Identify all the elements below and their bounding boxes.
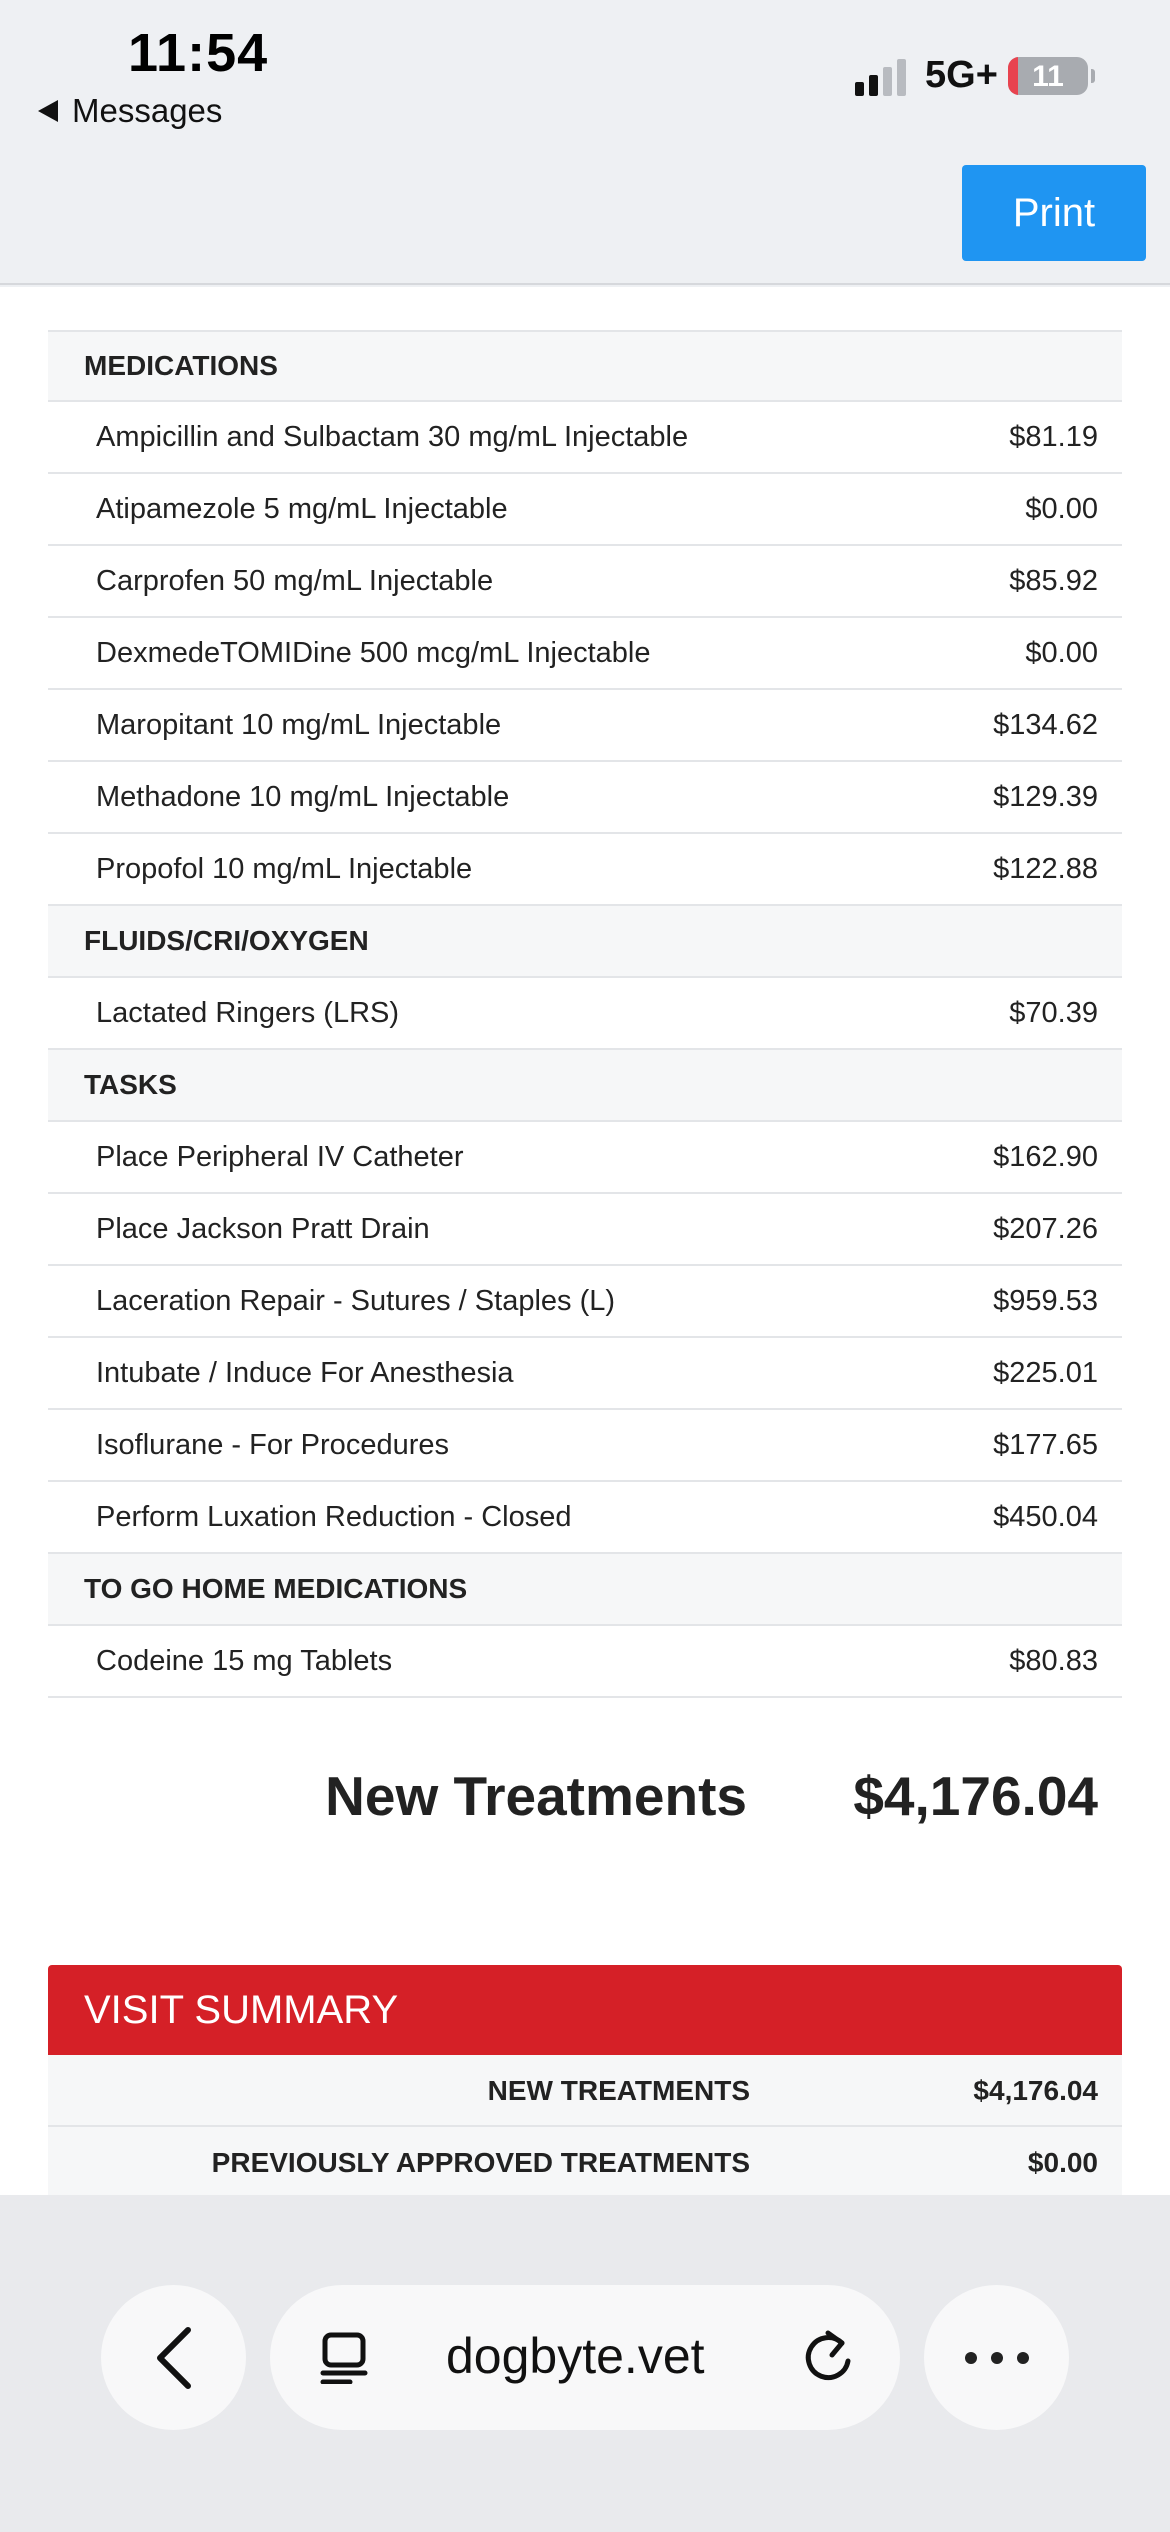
section-header: FLUIDS/CRI/OXYGEN xyxy=(48,906,1122,978)
line-item xyxy=(48,978,1122,1050)
visit-summary xyxy=(48,1965,1122,2199)
section-header: TO GO HOME MEDICATIONS xyxy=(48,1554,1122,1626)
item-name: Propofol 10 mg/mL Injectable xyxy=(96,852,473,885)
network-type: 5G+ xyxy=(925,54,998,96)
new-treatments-total xyxy=(0,1764,1170,1844)
line-item xyxy=(48,402,1122,474)
item-name: Place Peripheral IV Catheter xyxy=(96,1140,464,1173)
url-text: dogbyte.vet xyxy=(446,2328,705,2384)
summary-label: NEW TREATMENTS xyxy=(487,2075,750,2106)
back-label: Messages xyxy=(72,92,223,129)
section-header: TASKS xyxy=(48,1050,1122,1122)
line-item xyxy=(48,1626,1122,1698)
status-time: 11:54 xyxy=(128,23,269,83)
line-item xyxy=(48,1410,1122,1482)
item-price: $0.00 xyxy=(1025,492,1098,525)
tabs-icon[interactable] xyxy=(320,2332,368,2384)
total-label: New Treatments xyxy=(325,1765,747,1827)
item-name: DexmedeTOMIDine 500 mcg/mL Injectable xyxy=(96,636,651,669)
item-price: $85.92 xyxy=(1009,564,1098,597)
line-item xyxy=(48,1122,1122,1194)
item-price: $80.83 xyxy=(1009,1644,1098,1677)
item-price: $177.65 xyxy=(993,1428,1098,1461)
line-item xyxy=(48,1482,1122,1554)
item-name: Perform Luxation Reduction - Closed xyxy=(96,1500,572,1533)
line-item xyxy=(48,474,1122,546)
battery-level: 11 xyxy=(1032,60,1064,93)
item-name: Ampicillin and Sulbactam 30 mg/mL Injectable xyxy=(96,420,689,453)
browser-toolbar xyxy=(0,2195,1170,2532)
line-item xyxy=(48,690,1122,762)
summary-row xyxy=(48,2055,1122,2127)
item-price: $225.01 xyxy=(993,1356,1098,1389)
item-name: Place Jackson Pratt Drain xyxy=(96,1212,430,1245)
line-item xyxy=(48,618,1122,690)
item-price: $207.26 xyxy=(993,1212,1098,1245)
back-triangle-icon xyxy=(38,100,58,122)
line-item xyxy=(48,1194,1122,1266)
battery-icon xyxy=(1008,57,1088,95)
back-to-messages[interactable] xyxy=(38,92,222,130)
item-name: Maropitant 10 mg/mL Injectable xyxy=(96,708,502,741)
item-name: Lactated Ringers (LRS) xyxy=(96,996,400,1029)
item-price: $81.19 xyxy=(1009,420,1098,453)
section-header: MEDICATIONS xyxy=(48,330,1122,402)
item-name: Carprofen 50 mg/mL Injectable xyxy=(96,564,494,597)
treatment-table xyxy=(48,330,1122,1698)
summary-label: PREVIOUSLY APPROVED TREATMENTS xyxy=(211,2147,750,2178)
item-price: $122.88 xyxy=(993,852,1098,885)
signal-icon xyxy=(855,58,906,96)
item-name: Intubate / Induce For Anesthesia xyxy=(96,1356,514,1389)
item-name: Isoflurane - For Procedures xyxy=(96,1428,449,1461)
item-price: $0.00 xyxy=(1025,636,1098,669)
more-button[interactable] xyxy=(924,2285,1069,2430)
back-chevron-icon xyxy=(154,2326,194,2390)
item-name: Methadone 10 mg/mL Injectable xyxy=(96,780,510,813)
item-name: Codeine 15 mg Tablets xyxy=(96,1644,393,1677)
summary-value: $4,176.04 xyxy=(973,2075,1098,2106)
print-button[interactable]: Print xyxy=(962,165,1146,261)
item-name: Atipamezole 5 mg/mL Injectable xyxy=(96,492,508,525)
summary-row xyxy=(48,2127,1122,2199)
browser-back-button[interactable] xyxy=(101,2285,246,2430)
top-header xyxy=(0,0,1170,285)
item-price: $959.53 xyxy=(993,1284,1098,1317)
visit-summary-title: VISIT SUMMARY xyxy=(48,1965,1122,2055)
item-price: $70.39 xyxy=(1009,996,1098,1029)
reload-icon[interactable] xyxy=(802,2329,854,2385)
summary-value: $0.00 xyxy=(1027,2147,1098,2178)
item-price: $162.90 xyxy=(993,1140,1098,1173)
line-item xyxy=(48,1338,1122,1410)
total-amount: $4,176.04 xyxy=(853,1765,1098,1827)
item-name: Laceration Repair - Sutures / Staples (L) xyxy=(96,1284,616,1317)
item-price: $134.62 xyxy=(993,708,1098,741)
line-item xyxy=(48,762,1122,834)
more-icon xyxy=(965,2352,1029,2364)
address-bar[interactable] xyxy=(270,2285,900,2430)
line-item xyxy=(48,834,1122,906)
line-item xyxy=(48,546,1122,618)
invoice-content xyxy=(0,287,1170,2195)
item-price: $450.04 xyxy=(993,1500,1098,1533)
item-price: $129.39 xyxy=(993,780,1098,813)
line-item xyxy=(48,1266,1122,1338)
